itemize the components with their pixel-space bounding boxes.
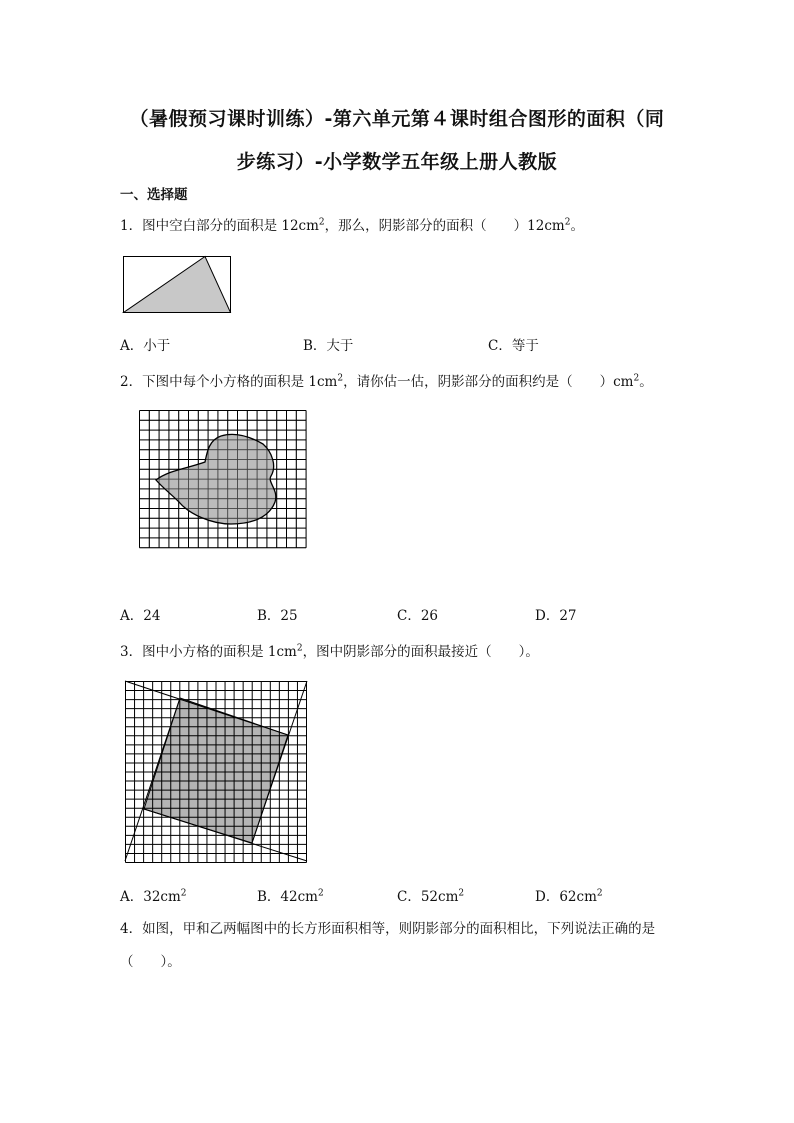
q2-option-c[interactable]: C．26 bbox=[397, 608, 439, 624]
question-2-figure bbox=[139, 410, 309, 547]
question-3-figure bbox=[125, 681, 307, 861]
q1-option-a[interactable]: A．小于 bbox=[120, 338, 171, 354]
q2-option-a[interactable]: A．24 bbox=[120, 608, 161, 624]
q1-option-c[interactable]: C．等于 bbox=[488, 338, 539, 354]
question-1-text: 1．图中空白部分的面积是 $12cm^2$，那么，阴影部分的面积（ ）$12cm^2$。 bbox=[120, 217, 584, 234]
q3-grid bbox=[126, 682, 307, 863]
q2-option-d[interactable]: D．27 bbox=[535, 608, 577, 624]
q3-option-d[interactable]: D．$62cm^2$ bbox=[535, 888, 603, 905]
q3-option-c[interactable]: C．$52cm^2$ bbox=[397, 888, 465, 905]
page-title-line-1: （暑假预习课时训练）-第六单元第４课时组合图形的面积（同 bbox=[129, 108, 665, 130]
q3-option-a[interactable]: A．$32cm^2$ bbox=[120, 888, 187, 905]
q2-option-b[interactable]: B．25 bbox=[257, 608, 298, 624]
section-heading: 一、选择题 bbox=[120, 187, 188, 203]
q1-option-b[interactable]: B．大于 bbox=[303, 338, 354, 354]
question-4-text-line-2: （ ）。 bbox=[120, 954, 181, 970]
q3-option-b[interactable]: B．$42cm^2$ bbox=[257, 888, 324, 905]
question-1-figure bbox=[123, 256, 231, 313]
question-2-text: 2．下图中每个小方格的面积是 $1cm^2$，请你估一估，阴影部分的面积约是（ ）$cm^2$。 bbox=[120, 373, 653, 390]
page-title-line-2: 步练习）-小学数学五年级上册人教版 bbox=[236, 151, 558, 173]
question-3-text: 3．图中小方格的面积是 $1cm^2$，图中阴影部分的面积最接近（ ）。 bbox=[120, 643, 539, 660]
question-4-text-line-1: 4．如图，甲和乙两幅图中的长方形面积相等，则阴影部分的面积相比，下列说法正确的是 bbox=[120, 921, 656, 937]
